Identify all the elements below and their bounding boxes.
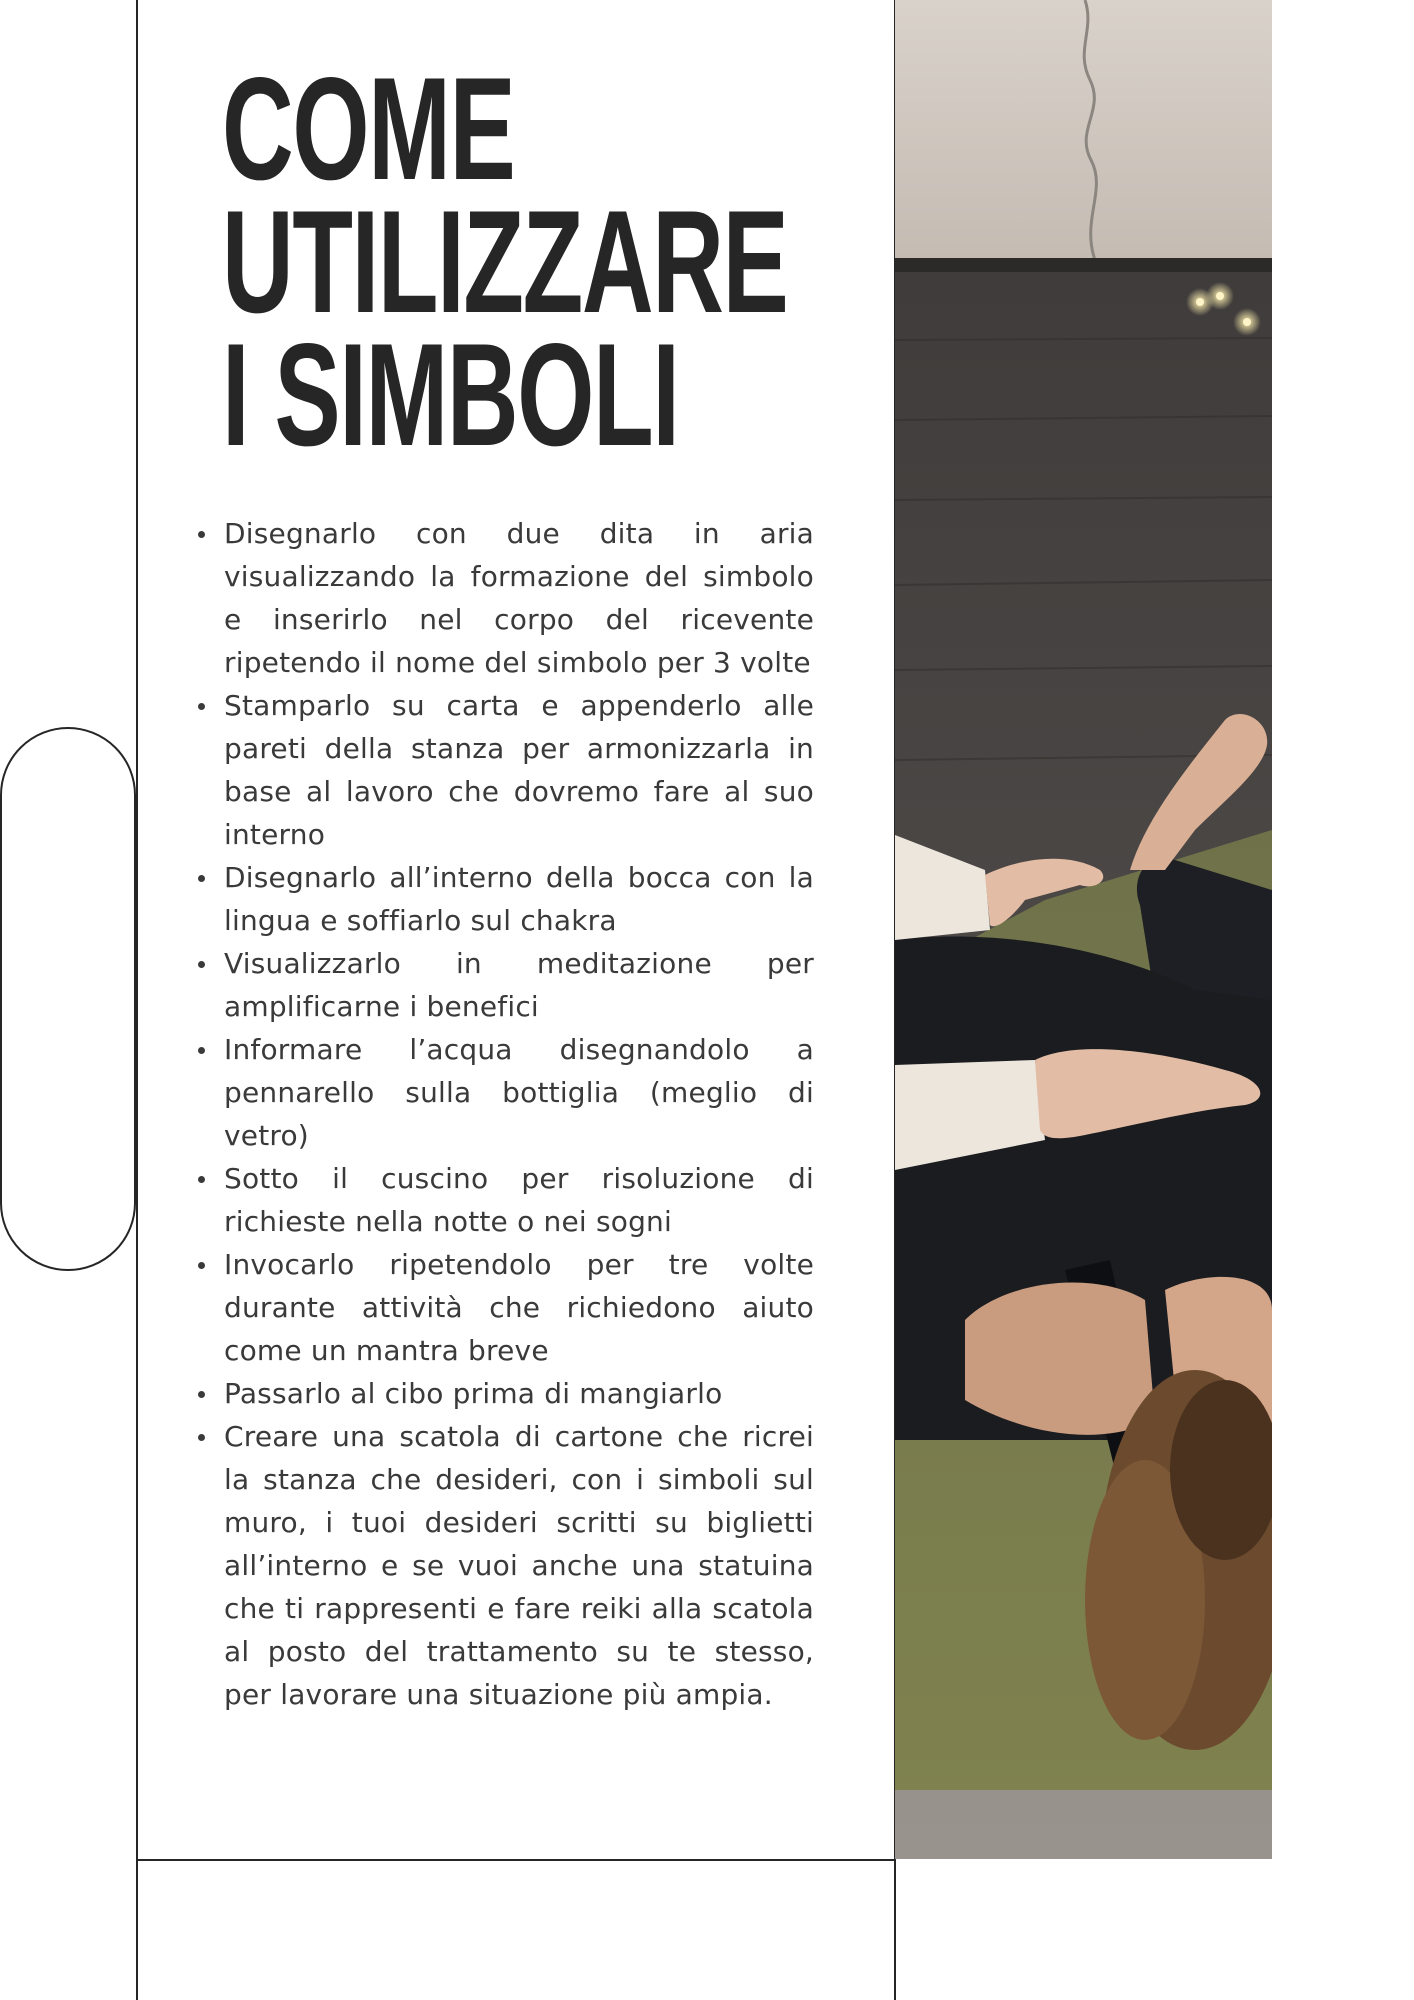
title-line-2: UTILIZZARE bbox=[222, 180, 788, 343]
list-item: Sotto il cuscino per risoluzione di richieste nella notte o nei sogni bbox=[224, 1157, 814, 1243]
page-title bbox=[222, 47, 788, 476]
usage-list bbox=[224, 512, 814, 1716]
decorative-pill-shape bbox=[0, 727, 136, 1271]
bottom-border-line bbox=[137, 1859, 895, 1861]
title-line-1: COME bbox=[222, 47, 515, 210]
list-item: Stamparlo su carta e appenderlo alle pareti della stanza per armonizzarla in base al lavoro che dovremo fare al suo interno bbox=[224, 684, 814, 856]
list-item: Creare una scatola di cartone che ricrei la stanza che desideri, con i simboli sul muro, i tuoi desideri scritti su biglietti all’interno e se vuoi anche una statuina che ti rappresenti e fare reiki alla scatola al posto del trattamento su te stesso, per lavorare una situazione più ampia. bbox=[224, 1415, 814, 1716]
reiki-photo bbox=[895, 0, 1272, 1859]
list-item: Disegnarlo con due dita in aria visualizzando la formazione del simbolo e inserirlo nel corpo del ricevente ripetendo il nome del simbolo per 3 volte bbox=[224, 512, 814, 684]
list-item: Informare l’acqua disegnandolo a pennarello sulla bottiglia (meglio di vetro) bbox=[224, 1028, 814, 1157]
list-item: Visualizzarlo in meditazione per amplificarne i benefici bbox=[224, 942, 814, 1028]
title-line-3: I SIMBOLI bbox=[222, 313, 679, 476]
list-item: Passarlo al cibo prima di mangiarlo bbox=[224, 1372, 814, 1415]
baseboard bbox=[895, 258, 1272, 274]
list-item: Invocarlo ripetendolo per tre volte durante attività che richiedono aiuto come un mantra breve bbox=[224, 1243, 814, 1372]
left-border-line bbox=[136, 0, 138, 2000]
list-item: Disegnarlo all’interno della bocca con la lingua e soffiarlo sul chakra bbox=[224, 856, 814, 942]
shoulder bbox=[965, 1283, 1155, 1435]
wall bbox=[895, 0, 1272, 262]
